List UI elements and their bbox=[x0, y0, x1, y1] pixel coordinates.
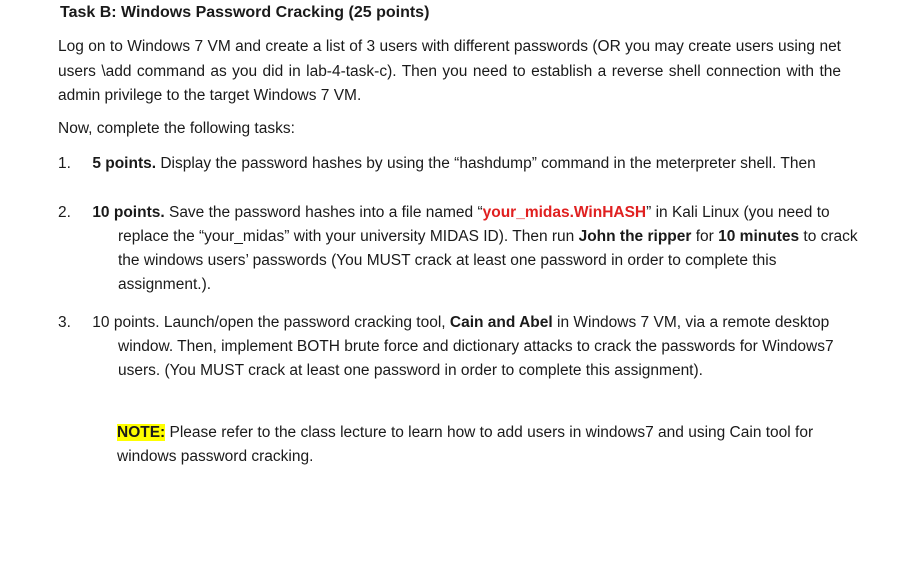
tasks-intro: Now, complete the following tasks: bbox=[58, 120, 295, 137]
note-paragraph bbox=[117, 421, 817, 469]
task-item-3-text-a: 10 points. Launch/open the password cracking tool, bbox=[88, 314, 450, 331]
task-item-2-points: 10 points. bbox=[92, 204, 165, 221]
task-item-1-text: Display the password hashes by using the “hashdump” command in the meterpreter shell. Then bbox=[156, 155, 816, 172]
task-heading: Task B: Windows Password Cracking (25 points) bbox=[60, 4, 430, 21]
intro-paragraph: Log on to Windows 7 VM and create a list of 3 users with different passwords (OR you may create users using net users \add command as you did in lab-4-task-c). Then you need to establish a reverse shell connection with the admin privilege to the target Windows 7 VM. bbox=[58, 38, 841, 104]
task-item-1-points: 5 points. bbox=[92, 155, 157, 172]
task-item-2-text-b: ” in Kali Linux (you need to replace the “your_midas” with your university MIDAS ID). Then run bbox=[118, 204, 830, 245]
task-item-2-tool: John the ripper bbox=[578, 228, 692, 245]
task-item-3-tool: Cain and Abel bbox=[449, 314, 553, 331]
note-text: Please refer to the class lecture to learn how to add users in windows7 and using Cain tool for windows password cracking. bbox=[117, 424, 814, 465]
task-item-2-text-c: for bbox=[691, 228, 719, 245]
task-item-3-text-b: in Windows 7 VM, via a remote desktop window. Then, implement BOTH brute force and dictionary attacks to crack the passwords for Windows7 users. (You MUST crack at least one password in order to complete this assignment). bbox=[118, 314, 834, 379]
task-item-1: 1. 5 points. Display the password hashes by using the “hashdump” command in the meterpreter shell. Then bbox=[58, 155, 816, 172]
note-label: NOTE: bbox=[117, 424, 166, 441]
task-item-2: 2. 10 points. Save the password hashes into a file named “your_midas.WinHASH” in Kali Linux (you need to replace the “your_midas” with your university MIDAS ID). Then run John the ripper for 10 minutes to crack the windows users’ passwords (You MUST crack at least one password in order to complete this assignment.). bbox=[58, 204, 858, 293]
task-item-2-text-d: to crack the windows users’ passwords (You MUST crack at least one password in order to complete this assignment.). bbox=[118, 228, 858, 293]
task-item-2-text-a: Save the password hashes into a file named “ bbox=[164, 204, 483, 221]
task-item-2-filename: your_midas.WinHASH bbox=[482, 204, 647, 221]
task-item-3: 3. 10 points. Launch/open the password cracking tool, Cain and Abel in Windows 7 VM, via a remote desktop window. Then, implement BOTH brute force and dictionary attacks to crack the passwords for Windows7 users. (You MUST crack at least one password in order to complete this assignment). bbox=[58, 314, 834, 379]
task-item-2-duration: 10 minutes bbox=[718, 228, 800, 245]
